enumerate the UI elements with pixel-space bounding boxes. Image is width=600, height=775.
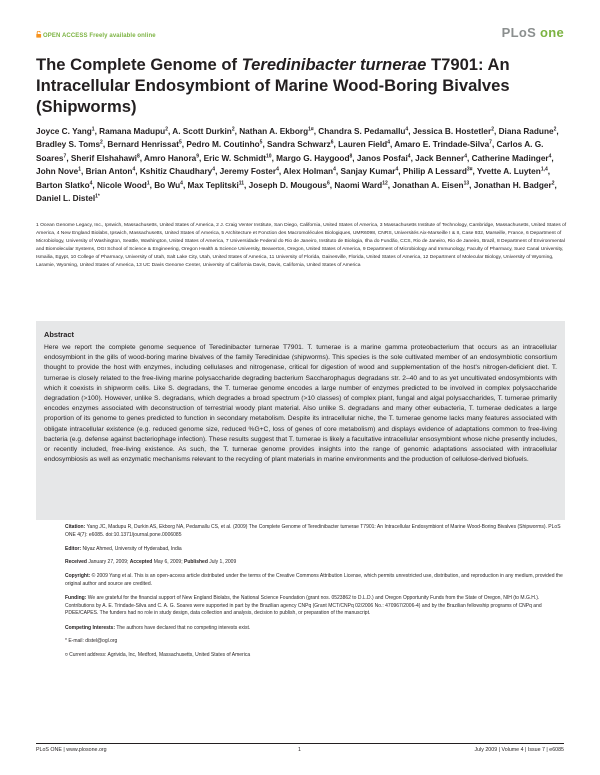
author-affiliation-marker: 4	[180, 179, 183, 186]
author	[477, 167, 548, 176]
freely-available-label: Freely available online	[89, 33, 156, 39]
author-affiliation-marker: 8	[349, 153, 353, 160]
citation	[65, 524, 565, 539]
author-affiliation-marker: 4	[212, 166, 216, 173]
author-affiliation-marker: 2	[551, 179, 555, 186]
author	[357, 154, 411, 163]
author	[403, 167, 473, 176]
author-name: Sandra Schwarz	[267, 140, 331, 150]
accepted-date: May 6, 2009;	[153, 559, 183, 565]
author-name: Carlos A. G. Soares	[36, 140, 544, 163]
author-affiliation-marker: 6	[330, 139, 334, 146]
author-affiliation-marker: 4	[405, 126, 409, 133]
citation-label: Citation:	[65, 524, 86, 530]
editor-label: Editor:	[65, 546, 82, 552]
article-dates	[65, 559, 565, 567]
author-name: Max Teplitski	[187, 180, 239, 190]
author-affiliation-marker: 8	[136, 153, 140, 160]
author	[97, 181, 150, 190]
affiliations: 1 Ocean Genome Legacy, Inc., Ipswich, Massachusetts, United States of America, 2 J. Craig Venter Institute, San Diego, California, United States of America, 3 Massachusetts Institute of Technology, Cambridge, Massachusetts, United States of America, 4 New England Biolabs, Ipswich, Massachusetts, United States of America, 5 Architecture et Fonction des Macromolécules Biologiques, UMR6098, CNRS, Universités Aix-Marseille I & II, Case 932, Marseille, France, 6 Department of Microbiology, University of Washington, Seattle, Washington, United States of America, 7 Universidade Federal do Rio de Janeiro, Instituto de Biologia, Ilha do Fundão, CCS, Rio de Janeiro, Rio de Janeiro, Brazil, 8 Department of Environmental and Biomolecular Systems, OGI School of Science & Engineering, Oregon Health & Science University, Beaverton, Oregon, United States of America, 9 Department of Microbiology and Immunology, Faculty of Pharmacy, Suez Canal University, Ismailia, Egypt, 10 College of Pharmacy, University of Utah, Salt Lake City, Utah, United States of America, 11 University of Florida, Gainesville, Florida, United States of America, 12 Department of Molecular Biology, University of Wyoming, Laramie, Wyoming, United States of America, 13 UC Davis Genome Center, University of California Davis, Davis, California, United States of America	[36, 223, 567, 269]
plos-one-logo	[502, 25, 564, 40]
author-affiliation-marker: 4	[387, 139, 390, 146]
author-affiliation-marker: 12	[382, 179, 388, 186]
author-affiliation-marker: 2	[553, 126, 557, 133]
author-name: Margo G. Haygood	[276, 153, 350, 163]
author-affiliation-marker: 7	[489, 139, 492, 146]
author	[472, 154, 552, 163]
author	[338, 140, 390, 149]
published-date: July 1, 2009	[209, 559, 237, 565]
author-name: Amro Hanora	[144, 153, 197, 163]
author-name: Joseph D. Mougous	[248, 180, 328, 190]
author	[186, 140, 262, 149]
author	[188, 181, 245, 190]
article-title	[36, 54, 576, 117]
accepted-label: Accepted	[129, 559, 153, 565]
logo-plos-text: PLoS	[501, 25, 537, 40]
page-number: 1	[298, 747, 301, 753]
author-affiliation-marker: 3¤	[466, 166, 473, 173]
author-affiliation-marker: 10	[266, 153, 272, 160]
received-date: January 27, 2009;	[88, 559, 129, 565]
author	[499, 127, 557, 136]
author	[154, 181, 183, 190]
editor	[65, 546, 565, 554]
footer-site-link[interactable]: www.plosone.org	[66, 747, 107, 753]
author	[71, 154, 140, 163]
author-affiliation-marker: 6	[327, 179, 330, 186]
author-affiliation-marker: 1,4	[540, 166, 548, 173]
author-affiliation-marker: 7	[63, 153, 67, 160]
author	[239, 127, 313, 136]
author-name: Nicole Wood	[97, 180, 147, 190]
title-species: Teredinibacter turnerae	[241, 55, 427, 74]
author	[86, 167, 136, 176]
author-name: Eric W. Schmidt	[203, 153, 266, 163]
footer-separator: |	[63, 747, 65, 753]
author-name: Bradley S. Toms	[36, 140, 101, 150]
author	[204, 154, 272, 163]
title-part-1: The Complete Genome of	[36, 55, 242, 74]
author-name: Yvette A. Luyten	[476, 167, 541, 177]
author-name: Nathan A. Ekborg	[239, 127, 309, 136]
author-affiliation-marker: 13	[463, 179, 470, 186]
editor-text: Niyaz Ahmed, University of Hyderabad, India	[82, 546, 182, 552]
footer-journal-site	[36, 747, 107, 753]
email-address[interactable]: distel@ogl.org	[85, 638, 118, 644]
author	[220, 167, 279, 176]
author-name: Lauren Field	[338, 140, 388, 150]
author	[140, 167, 215, 176]
author-name: Amaro E. Trindade-Silva	[394, 140, 490, 150]
author-affiliation-marker: 9	[196, 153, 200, 160]
author-name: Bo Wu	[154, 180, 181, 190]
copyright-label: Copyright:	[65, 573, 91, 579]
author	[340, 167, 398, 176]
page-footer	[36, 747, 564, 755]
author	[392, 181, 469, 190]
author-affiliation-marker: 4	[395, 166, 399, 173]
title-part-2: T7901: An Intracellular Endosymbiont of Marine Wood-Boring Bivalves (Shipworms)	[36, 55, 510, 116]
author-name: Sanjay Kumar	[340, 167, 396, 177]
author-affiliation-marker: 1¤	[308, 126, 314, 133]
author	[36, 127, 95, 136]
abstract-heading: Abstract	[44, 330, 74, 339]
author-affiliation-marker: 4	[333, 166, 336, 173]
author	[415, 154, 467, 163]
email-label: * E-mail:	[65, 638, 84, 644]
author-affiliation-marker: 2	[231, 126, 235, 133]
competing-text: The authors have declared that no competing interests exist.	[116, 625, 251, 631]
author-name: Daniel L. Distel	[36, 194, 96, 204]
author-affiliation-marker: 1	[146, 179, 150, 186]
open-access-banner	[36, 31, 156, 39]
published-label: Published	[183, 559, 208, 565]
author-name: Joyce C. Yang	[36, 127, 92, 136]
author-affiliation-marker: 2	[491, 126, 494, 133]
logo-one-text: one	[539, 25, 564, 40]
citation-text: Yang JC, Madupu R, Durkin AS, Ekborg NA, Pedamallu CS, et al. (2009) The Complete Genome of Teredinibacter turnerae T7901: An Intracellular Endosymbiont of Marine Wood-Boring Bivalves (Shipworms). PLoS ONE 4(7): e6085. doi:10.1371/journal.pone.0006085	[65, 524, 561, 538]
abstract-box	[36, 321, 565, 520]
author-list: Joyce C. Yang$^1$, Ramana Madupu$^2$, A. Scott Durkin$^2$, Nathan A. Ekborg$^{1¤}$, Chandra S. Pedamallu$^4$, Jessica B. Hostetler$^2$, Diana Radune$^2$, Bradley S. Toms$^2$, Bernard Henrissat$^5$, Pedro M. Coutinho$^5$, Sandra Schwarz$^6$, Lauren Field$^4$, Amaro E. Trindade-Silva$^7$, Carlos A. G. Soares$^7$, Sherif Elshahawi$^8$, Amro Hanora$^9$, Eric W. Schmidt$^{10}$, Margo G. Haygood$^8$, Janos Posfai$^4$, Jack Benner$^4$, Catherine Madinger$^4$, John Nove$^1$, Brian Anton$^4$, Kshitiz Chaudhary$^4$, Jeremy Foster$^4$, Alex Holman$^4$, Sanjay Kumar$^4$, Philip A Lessard$^{3¤}$, Yvette A. Luyten$^{1,4}$, Barton Slatko$^4$, Nicole Wood$^1$, Bo Wu$^4$, Max Teplitski$^{11}$, Joseph D. Mougous$^6$, Naomi Ward$^{12}$, Jonathan A. Eisen$^{13}$, Jonathan H. Badger$^2$, Daniel L. Distel$^{1*}$	[36, 126, 559, 204]
footer-journal: PLoS ONE	[36, 747, 62, 753]
author-name: Bernard Henrissat	[107, 140, 179, 150]
author	[249, 181, 330, 190]
author-name: Catherine Madinger	[471, 153, 549, 163]
author-affiliation-marker: 4	[89, 179, 93, 186]
author-name: A. Scott Durkin	[172, 127, 232, 136]
author-affiliation-marker: 11	[238, 179, 245, 186]
author-name: Sherif Elshahawi	[70, 153, 137, 163]
journal-header	[36, 25, 564, 41]
author-name: Jessica B. Hostetler	[412, 127, 492, 136]
author-affiliation-marker: 4	[548, 153, 552, 160]
author	[318, 127, 408, 136]
author	[99, 127, 168, 136]
address-text: Agrivida, Inc, Medford, Massachusetts, United States of America	[107, 652, 251, 658]
author-affiliation-marker: 1	[78, 166, 81, 173]
funding-text: We are grateful for the financial support of New England Biolabs, the National Science Foundation (grant nos. 0523862 to D.L.D.) and Oregon Opportunity Funds from the State of Oregon, NIH (to M.G.H.). Contributions by A. E. Trindade-Silva and C. A. G. Soares were supported in part by the Brazilian agency CNPq (Grant MCT/CNPq 02/2006 No.: 470967/2006-4) and by the Brazilian fellowship programs of CNPq and PDEE/CAPES. The funders had no role in study design, data collection and analysis, decision to publish, or preparation of the manuscript.	[65, 595, 542, 617]
author-affiliation-marker: 2	[165, 126, 168, 133]
author-name: Naomi Ward	[334, 180, 383, 190]
author	[36, 194, 100, 203]
footer-divider	[36, 743, 564, 744]
author	[36, 181, 92, 190]
author	[283, 167, 336, 176]
author	[334, 181, 387, 190]
author-affiliation-marker: 5	[178, 139, 182, 146]
author	[394, 140, 492, 149]
author-name: John Nove	[36, 167, 79, 177]
footer-issue: July 2009 | Volume 4 | Issue 7 | e6085	[474, 747, 564, 753]
author-affiliation-marker: 4	[276, 166, 279, 173]
copyright-text: © 2009 Yang et al. This is an open-access article distributed under the terms of the Creative Commons Attribution License, which permits unrestricted use, distribution, and reproduction in any medium, provided the original author and source are credited.	[65, 573, 563, 587]
author-name: Philip A Lessard	[402, 167, 467, 177]
author-name: Ramana Madupu	[99, 127, 166, 136]
author-name: Pedro M. Coutinho	[186, 140, 260, 150]
current-address	[65, 652, 565, 660]
author	[276, 154, 352, 163]
corresponding-email	[65, 638, 565, 646]
competing-label: Competing Interests:	[65, 625, 116, 631]
author	[36, 167, 81, 176]
author	[36, 140, 103, 149]
abstract-text: Here we report the complete genome sequence of Teredinibacter turnerae T7901. T. turnerae is a marine gamma proteobacterium that occurs as an intracellular endosymbiont in the gills of wood-boring marine bivalves of the family Teredinidae (shipworms). This species is the sole cultivated member of an endosymbiotic consortium thought to provide the host with enzymes, including cellulases and nitrogenase, critical for digestion of wood and supplementation of the host's nitrogen-deficient diet. T. turnerae is closely related to the free-living marine polysaccharide degrading bacterium Saccharophagus degradans str. 2–40 and to as yet uncultivated endosymbionts with which it coexists in shipworm cells. Like S. degradans, the T. turnerae genome encodes a large number of enzymes predicted to be involved in complex polysaccharide degradation (>100). However, unlike S. degradans, which degrades a broad spectrum (>10 classes) of complex plant, fungal and algal polysaccharides, T. turnerae primarily encodes enzymes associated with deconstruction of terrestrial woody plant material. Also unlike S. degradans and many other eubacteria, T. turnerae dedicates a large proportion of its genome to genes predicted to function in secondary metabolism. Despite its intracellular niche, the T. turnerae genome lacks many features associated with obligate intracellular existence (e.g. reduced genome size, reduced %G+C, loss of genes of core metabolism) and displays evidence of adaptations common to free-living bacteria (e.g. defense against bacteriophage infection). These results suggest that T. turnerae is likely a facultative intracellular ensosymbiont whose niche presently includes, or recently included, free-living existence. As such, the T. turnerae genome provides insights into the range of genomic adaptations associated with intracellular endosymbiosis as well as enzymatic mechanisms relevant to the recycling of plant materials in marine environments and the production of cellulose-derived biofuels.	[44, 344, 557, 464]
author-name: Chandra S. Pedamallu	[318, 127, 406, 136]
author-name: Barton Slatko	[36, 180, 90, 190]
funding-label: Funding:	[65, 595, 87, 601]
author-affiliation-marker: 1	[91, 126, 95, 133]
author-affiliation-marker: 1*	[95, 193, 100, 200]
author-name: Alex Holman	[283, 167, 334, 177]
author	[144, 154, 199, 163]
author	[172, 127, 234, 136]
received-label: Received	[65, 559, 87, 565]
author-name: Kshitiz Chaudhary	[139, 167, 213, 177]
author	[413, 127, 494, 136]
author-affiliation-marker: 4	[132, 166, 136, 173]
author-name: Jonathan A. Eisen	[392, 180, 464, 190]
author	[267, 140, 334, 149]
author-affiliation-marker: 4	[407, 153, 411, 160]
author-name: Jonathan H. Badger	[473, 180, 552, 190]
author-affiliation-marker: 2	[100, 139, 103, 146]
author	[474, 181, 555, 190]
copyright	[65, 573, 565, 588]
author-affiliation-marker: 5	[259, 139, 263, 146]
open-access-label: OPEN ACCESS	[43, 33, 88, 39]
author-affiliation-marker: 4	[464, 153, 468, 160]
funding	[65, 595, 565, 618]
author-name: Brian Anton	[85, 167, 133, 177]
address-label: ¤ Current address:	[65, 652, 107, 658]
author-name: Janos Posfai	[356, 153, 408, 163]
author-name: Jack Benner	[415, 153, 465, 163]
competing-interests	[65, 625, 565, 633]
author-name: Jeremy Foster	[219, 167, 277, 177]
author	[107, 140, 181, 149]
author-name: Diana Radune	[498, 127, 554, 136]
open-lock-icon	[36, 31, 42, 38]
